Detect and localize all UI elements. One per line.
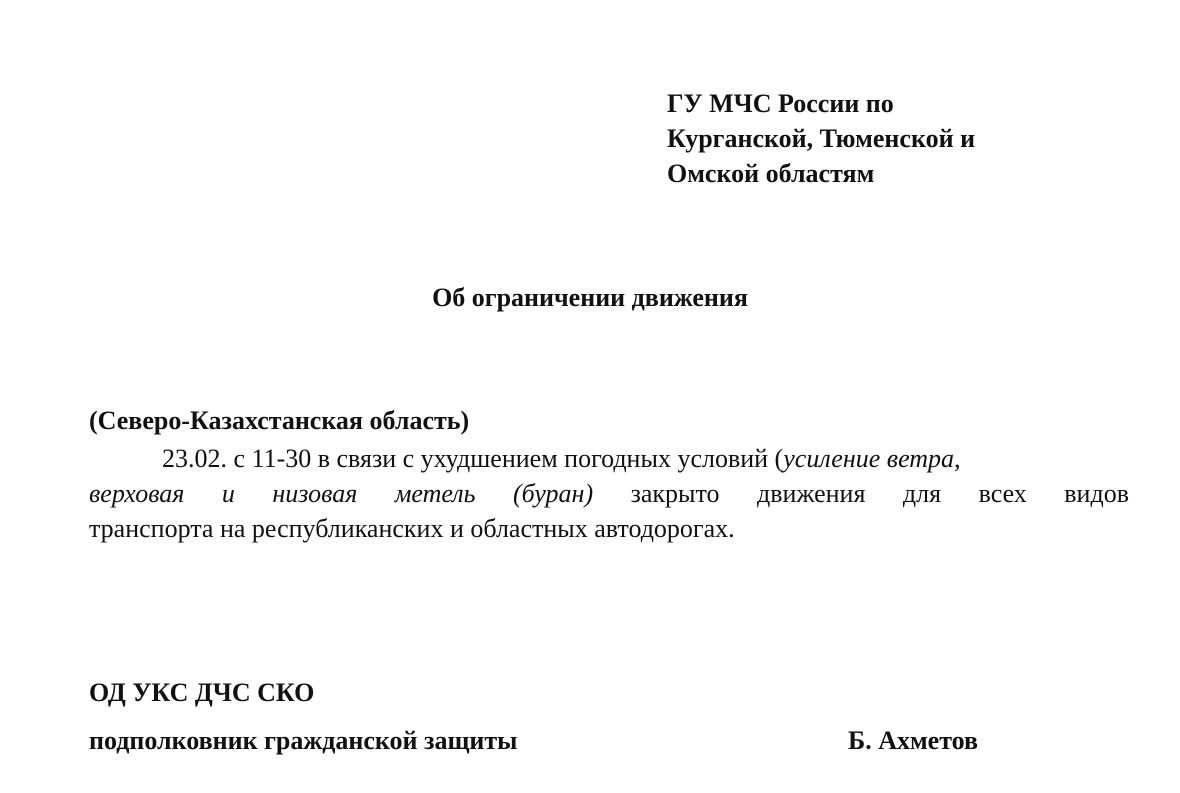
body-line-3: транспорта на республиканских и областных автодорогах. bbox=[89, 514, 735, 543]
body-word: низовая bbox=[272, 479, 358, 508]
body-word: всех bbox=[978, 479, 1027, 508]
region-heading: (Северо-Казахстанская область) bbox=[89, 406, 470, 435]
body-word: (буран) bbox=[512, 479, 594, 508]
addressee-line-1: ГУ МЧС России по bbox=[667, 89, 894, 118]
document-title: Об ограничении движения bbox=[432, 283, 748, 312]
body-word: и bbox=[221, 479, 235, 508]
body-line-1 bbox=[89, 441, 1129, 476]
body-paragraph bbox=[89, 441, 1129, 546]
body-word: видов bbox=[1064, 479, 1129, 508]
addressee-line-2: Курганской, Тюменской и bbox=[667, 124, 976, 153]
addressee-line-3: Омской областям bbox=[667, 159, 875, 188]
body-word: закрыто bbox=[630, 479, 720, 508]
body-word: движения bbox=[757, 479, 866, 508]
signature-name: Б. Ахметов bbox=[848, 726, 979, 755]
body-line-1-text: 23.02. с 11-30 в связи с ухудшением погодных условий ( bbox=[162, 444, 784, 473]
addressee-block bbox=[667, 86, 975, 191]
signature-rank: подполковник гражданской защиты bbox=[89, 726, 518, 755]
body-line-1-italic: усиление ветра, bbox=[783, 444, 961, 473]
body-line-2 bbox=[89, 476, 1129, 511]
body-word: для bbox=[902, 479, 942, 508]
signature-organization: ОД УКС ДЧС СКО bbox=[89, 678, 315, 707]
body-word: верховая bbox=[89, 479, 185, 508]
body-word: метель bbox=[394, 479, 476, 508]
